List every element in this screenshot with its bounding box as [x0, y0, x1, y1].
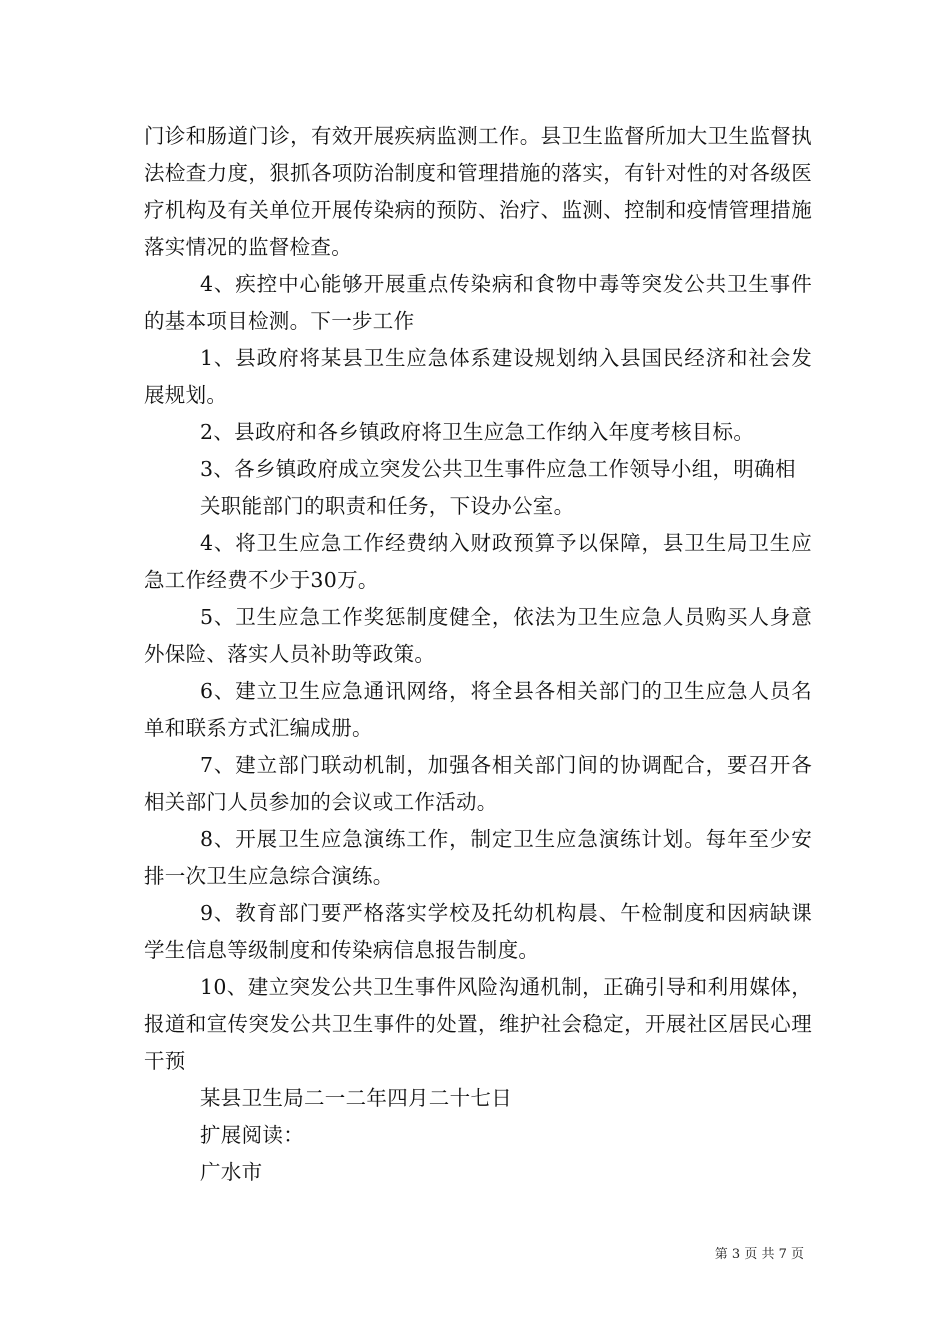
paragraph-next-step-1: 1、县政府将某县卫生应急体系建设规划纳入县国民经济和社会发展规划。 — [144, 346, 812, 407]
paragraph-continuation: 门诊和肠道门诊，有效开展疾病监测工作。县卫生监督所加大卫生监督执法检查力度，狠抓各项防治制度和管理措施的落实，有针对性的对各级医疗机构及有关单位开展传染病的预防、治疗、监测、控制和疫情管理措施落实情况的监督检查。 — [144, 124, 812, 259]
paragraph-next-step-2: 2、县政府和各乡镇政府将卫生应急工作纳入年度考核目标。 — [200, 420, 755, 444]
paragraph-next-step-8: 8、开展卫生应急演练工作，制定卫生应急演练计划。每年至少安排一次卫生应急综合演练。 — [144, 827, 812, 888]
paragraph-next-step-5: 5、卫生应急工作奖惩制度健全，依法为卫生应急人员购买人身意外保险、落实人员补助等政策。 — [144, 605, 812, 666]
page-number-footer: 第 3 页 共 7 页 — [714, 1247, 804, 1262]
paragraph-item-4-cdc: 4、疾控中心能够开展重点传染病和食物中毒等突发公共卫生事件的基本项目检测。下一步工作 — [144, 272, 812, 333]
paragraph-next-step-3-cont: 关职能部门的职责和任务，下设办公室。 — [200, 494, 575, 518]
document-body — [144, 118, 812, 1191]
paragraph-next-step-10: 10、建立突发公共卫生事件风险沟通机制，正确引导和利用媒体，报道和宣传突发公共卫生事件的处置，维护社会稳定，开展社区居民心理干预 — [144, 975, 812, 1073]
paragraph-next-step-7: 7、建立部门联动机制，加强各相关部门间的协调配合，要召开各相关部门人员参加的会议或工作活动。 — [144, 753, 812, 814]
paragraph-next-step-3: 3、各乡镇政府成立突发公共卫生事件应急工作领导小组，明确相 — [200, 457, 796, 481]
extended-reading-title: 广水市 — [200, 1160, 263, 1184]
paragraph-next-step-9: 9、教育部门要严格落实学校及托幼机构晨、午检制度和因病缺课学生信息等级制度和传染病信息报告制度。 — [144, 901, 812, 962]
extended-reading-label: 扩展阅读： — [200, 1123, 304, 1147]
paragraph-next-step-6: 6、建立卫生应急通讯网络，将全县各相关部门的卫生应急人员名单和联系方式汇编成册。 — [144, 679, 812, 740]
signature-date: 某县卫生局二一二年四月二十七日 — [200, 1086, 512, 1110]
paragraph-next-step-4: 4、将卫生应急工作经费纳入财政预算予以保障，县卫生局卫生应急工作经费不少于30万。 — [144, 531, 812, 592]
